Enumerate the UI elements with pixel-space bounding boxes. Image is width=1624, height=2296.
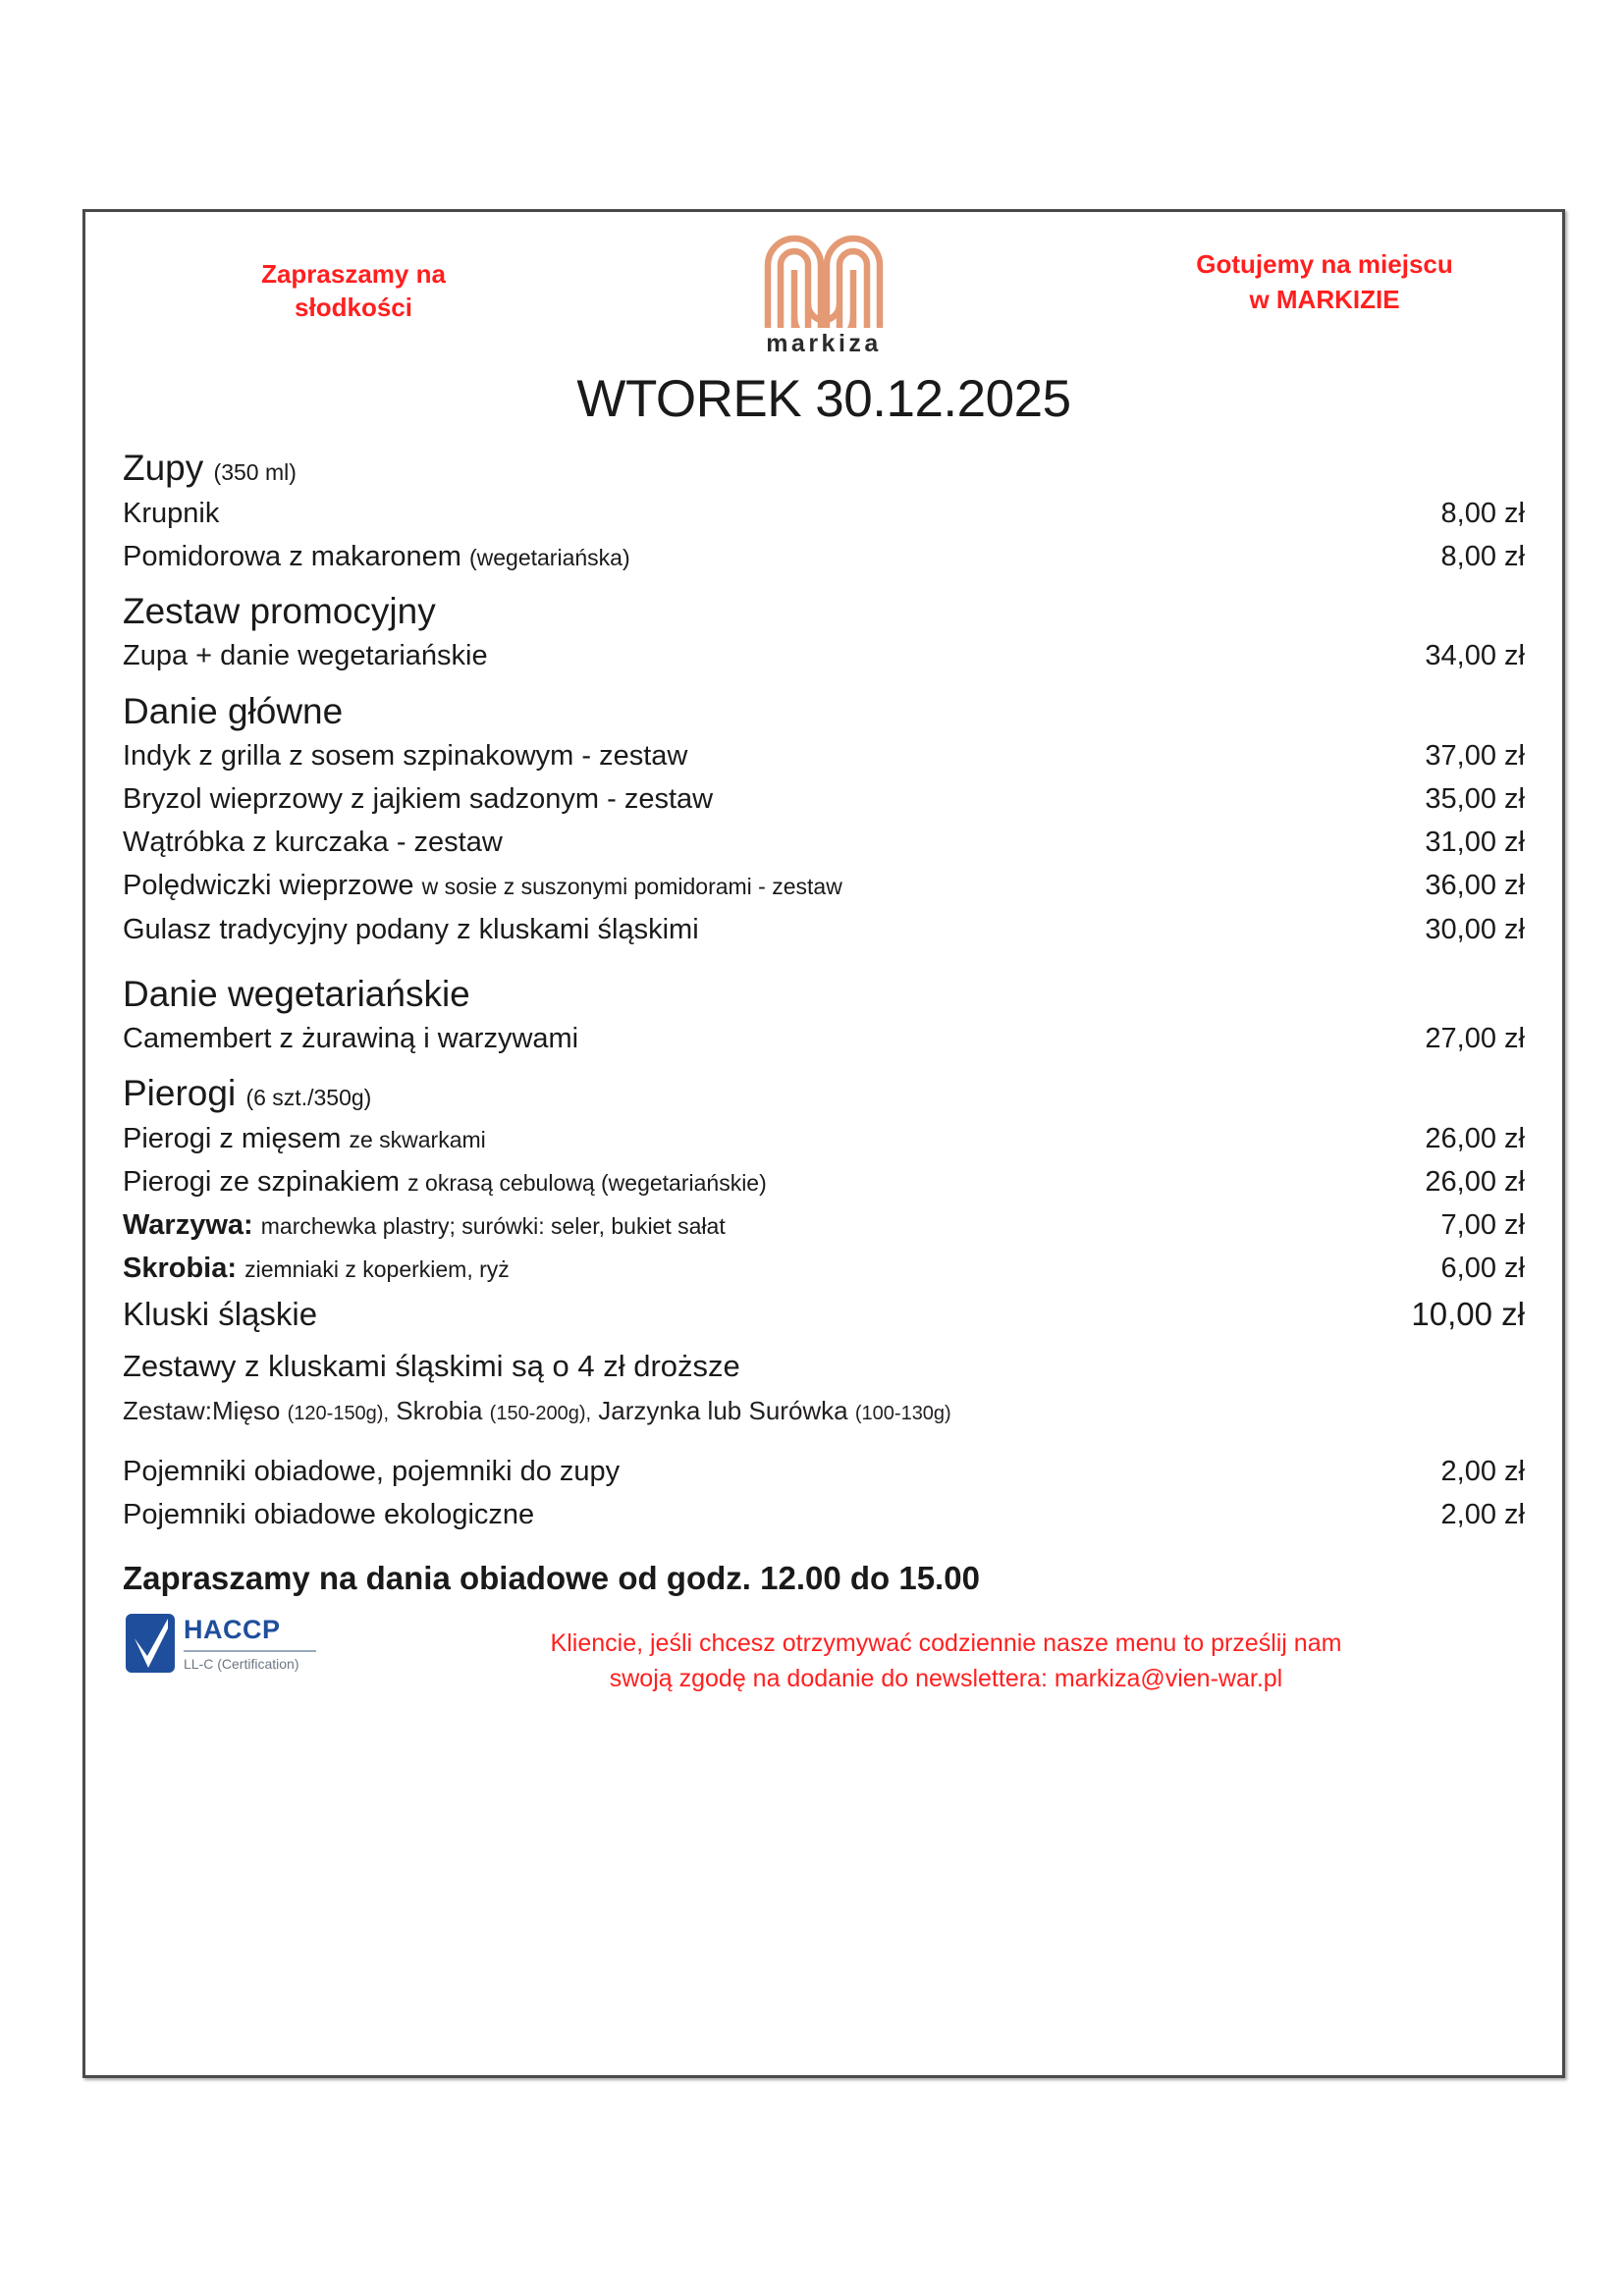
section-heading-pierogi-qty: (6 szt./350g) [245, 1085, 372, 1111]
item-name: Polędwiczki wieprzowe [123, 870, 414, 902]
item-price: 8,00 zł [1440, 540, 1525, 572]
item-detail: w sosie z suszonymi pomidorami - zestaw [421, 874, 842, 900]
item-detail: ziemniaki z koperkiem, ryż [244, 1256, 510, 1283]
menu-row [123, 1450, 1525, 1493]
promo-right-line2: w MARKIZIE [1249, 284, 1400, 314]
item-price: 36,00 zł [1425, 870, 1525, 902]
item-price: 26,00 zł [1425, 1122, 1525, 1154]
haccp-name: HACCP [184, 1615, 281, 1644]
item-name: Bryzol wieprzowy z jajkiem sadzonym - zestaw [123, 783, 714, 816]
item-name: Gulasz tradycyjny podany z kluskami śląskimi [123, 913, 699, 945]
section-heading-pierogi [123, 1072, 1525, 1115]
item-name: Skrobia: [123, 1253, 238, 1285]
zestaw-meat-qty: (120-150g), [287, 1402, 390, 1424]
item-name: Zupa + danie wegetariańskie [123, 640, 488, 672]
zestaw-starch: Skrobia [396, 1395, 483, 1425]
item-name: Pojemniki obiadowe, pojemniki do zupy [123, 1455, 621, 1487]
item-price: 30,00 zł [1425, 913, 1525, 945]
item-name: Pojemniki obiadowe ekologiczne [123, 1498, 535, 1530]
menu-row [123, 908, 1525, 951]
item-price: 35,00 zł [1425, 783, 1525, 816]
promo-right-line1: Gotujemy na miejscu [1196, 249, 1453, 279]
menu-row [123, 734, 1525, 777]
menu-footer [123, 1609, 1525, 1717]
haccp-certification-logo [125, 1613, 316, 1674]
item-price: 7,00 zł [1440, 1209, 1525, 1242]
brand-name: markiza [766, 330, 882, 357]
menu-row [123, 634, 1525, 677]
menu-row [123, 821, 1525, 864]
haccp-subtitle: LL-C (Certification) [184, 1656, 299, 1672]
item-price: 8,00 zł [1440, 497, 1525, 529]
item-name: Pierogi z mięsem [123, 1122, 342, 1154]
item-name-group [123, 535, 1358, 578]
zestaw-veg-qty: (100-130g) [854, 1402, 951, 1424]
zestaw-veg: Jarzynka lub Surówka [598, 1395, 848, 1425]
item-price: 27,00 zł [1425, 1023, 1525, 1055]
newsletter-line2: swoją zgodę na dodanie do newslettera: markiza@vien-war.pl [609, 1664, 1283, 1692]
promo-left-text [221, 257, 486, 325]
menu-row [123, 1117, 1525, 1160]
item-detail: (wegetariańska) [468, 544, 630, 570]
menu-row [123, 1247, 1525, 1290]
item-price: 37,00 zł [1425, 740, 1525, 773]
menu-row [123, 777, 1525, 821]
menu-row [123, 1203, 1525, 1247]
section-heading-zupy-qty: (350 ml) [213, 459, 297, 485]
section-heading-zestaw-promocyjny: Zestaw promocyjny [123, 590, 436, 631]
item-name: Pierogi ze szpinakiem [123, 1166, 401, 1199]
markiza-logo-icon [762, 230, 886, 328]
item-price: 2,00 zł [1440, 1498, 1525, 1530]
item-name: Wątróbka z kurczaka - zestaw [123, 827, 503, 859]
menu-row [123, 1160, 1525, 1203]
item-price: 31,00 zł [1425, 827, 1525, 859]
item-name: Indyk z grilla z sosem szpinakowym - zestaw [123, 740, 688, 773]
zestaw-label: Zestaw:Mięso [123, 1395, 281, 1425]
section-heading-danie-wegetarianskie: Danie wegetariańskie [123, 973, 470, 1014]
newsletter-line1: Kliencie, jeśli chcesz otrzymywać codziennie nasze menu to prześlij nam [550, 1629, 1342, 1657]
item-price: 10,00 zł [1411, 1296, 1525, 1333]
promo-right-text [1148, 247, 1501, 318]
menu-row [123, 1493, 1525, 1536]
opening-hours-note: Zapraszamy na dania obiadowe od godz. 12.00 do 15.00 [123, 1560, 980, 1596]
item-price: 6,00 zł [1440, 1253, 1525, 1285]
kluski-surcharge-note: Zestawy z kluskami śląskimi są o 4 zł droższe [123, 1349, 740, 1384]
item-name: Krupnik [123, 497, 220, 529]
spacer [123, 1430, 1525, 1450]
section-heading-pierogi-label: Pierogi [123, 1073, 237, 1114]
menu-row [123, 1017, 1525, 1060]
zestaw-composition-note [123, 1392, 1525, 1430]
zestaw-starch-qty: (150-200g), [489, 1402, 592, 1424]
newsletter-invite [373, 1627, 1519, 1696]
item-name: Pomidorowa z makaronem [123, 540, 461, 572]
page-title: WTOREK 30.12.2025 [576, 370, 1071, 428]
item-name: Kluski śląskie [123, 1296, 318, 1333]
section-heading-zupy [123, 447, 1525, 490]
menu-row [123, 492, 1525, 535]
item-name-group [123, 1203, 1358, 1247]
menu-row [123, 535, 1525, 578]
promo-left-line1: Zapraszamy na [261, 259, 446, 289]
haccp-divider [184, 1650, 316, 1652]
item-detail: ze skwarkami [349, 1126, 486, 1152]
haccp-checkmark-icon [125, 1613, 176, 1674]
item-detail: marchewka plastry; surówki: seler, bukiet sałat [260, 1213, 726, 1240]
promo-left-line2: słodkości [295, 293, 412, 323]
item-price: 2,00 zł [1440, 1455, 1525, 1487]
section-heading-zupy-label: Zupy [123, 448, 204, 488]
item-name-group [123, 1160, 1358, 1203]
spacer [123, 951, 1525, 961]
menu-header [123, 230, 1525, 367]
brand-logo [731, 230, 917, 358]
item-detail: z okrasą cebulową (wegetariańskie) [407, 1170, 767, 1197]
menu-row [123, 864, 1525, 907]
menu-sheet [82, 209, 1565, 2078]
item-name-group [123, 864, 1358, 907]
haccp-text [184, 1613, 316, 1671]
item-name: Camembert z żurawiną i warzywami [123, 1023, 579, 1055]
menu-row [123, 1290, 1525, 1339]
item-price: 26,00 zł [1425, 1166, 1525, 1199]
item-name-group [123, 1117, 1358, 1160]
item-name-group [123, 1247, 1358, 1290]
item-name: Warzywa: [123, 1209, 253, 1242]
section-heading-danie-glowne: Danie główne [123, 690, 344, 731]
item-price: 34,00 zł [1425, 640, 1525, 672]
